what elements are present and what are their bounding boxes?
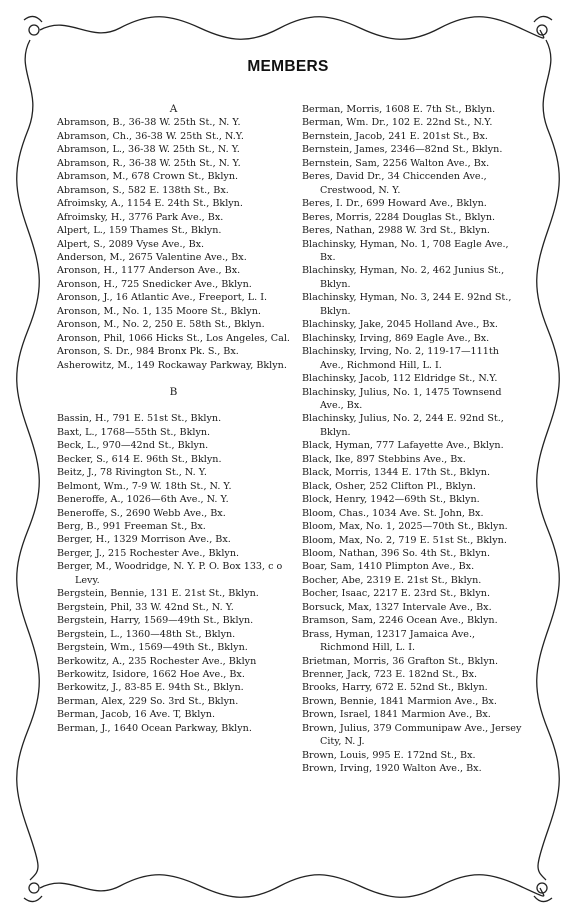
member-entry: Aronson, M., No. 1, 135 Moore St., Bklyn. xyxy=(57,305,261,317)
member-entry: Beres, I. Dr., 699 Howard Ave., Bklyn. xyxy=(302,198,487,210)
section-letter: A xyxy=(169,103,178,115)
member-entry: Berger, H., 1329 Morrison Ave., Bx. xyxy=(57,534,231,546)
member-entry: Beneroffe, S., 2690 Webb Ave., Bx. xyxy=(57,507,226,519)
member-entry: Berger, J., 215 Rochester Ave., Bklyn. xyxy=(57,547,240,559)
member-entry: Black, Osher, 252 Clifton Pl., Bklyn. xyxy=(302,480,476,492)
member-entry: Bergstein, Harry, 1569—49th St., Bklyn. xyxy=(57,615,254,627)
member-entry: Abramson, B., 36-38 W. 25th St., N. Y. xyxy=(57,117,241,129)
section-spacer xyxy=(57,372,290,385)
member-entry: Blachinsky, Julius, No. 1, 1475 Townsend Ave., Bx. xyxy=(302,386,502,411)
member-entry: Aronson, H., 725 Snedicker Ave., Bklyn. xyxy=(57,278,252,290)
member-entry: Beitz, J., 78 Rivington St., N. Y. xyxy=(57,467,207,479)
member-entry: Beres, David Dr., 34 Chiccenden Ave., Crestwood, N. Y. xyxy=(302,171,487,196)
member-entry: Afroimsky, A., 1154 E. 24th St., Bklyn. xyxy=(57,198,243,210)
member-entry: Abramson, L., 36-38 W. 25th St., N. Y. xyxy=(57,144,240,156)
member-entry: Berman, J., 1640 Ocean Parkway, Bklyn. xyxy=(57,722,252,734)
member-entry: Blachinsky, Julius, No. 2, 244 E. 92nd St., Bklyn. xyxy=(302,413,504,438)
member-entry: Brown, Louis, 995 E. 172nd St., Bx. xyxy=(302,749,476,761)
member-entry: Brietman, Morris, 36 Grafton St., Bklyn. xyxy=(302,655,498,667)
member-entry: Asherowitz, M., 149 Rockaway Parkway, Bklyn. xyxy=(57,359,287,371)
member-entry: Brown, Julius, 379 Communipaw Ave., Jersey City, N. J. xyxy=(302,722,522,748)
member-entry: Berkowitz, Isidore, 1662 Hoe Ave., Bx. xyxy=(57,669,245,680)
member-entry: Aronson, M., No. 2, 250 E. 58th St., Bklyn. xyxy=(57,319,265,331)
member-entry: Block, Henry, 1942—69th St., Bklyn. xyxy=(302,494,480,506)
member-entry: Brown, Irving, 1920 Walton Ave., Bx. xyxy=(302,763,482,775)
member-entry: Berman, Wm. Dr., 102 E. 22nd St., N.Y. xyxy=(302,117,493,129)
member-entry: Blachinsky, Jake, 2045 Holland Ave., Bx. xyxy=(302,319,498,331)
member-entry: Bernstein, Jacob, 241 E. 201st St., Bx. xyxy=(302,130,488,142)
member-entry: Aronson, Phil, 1066 Hicks St., Los Angeles, Cal. xyxy=(57,332,290,344)
member-entry: Bergstein, Bennie, 131 E. 21st St., Bklyn. xyxy=(57,588,259,600)
member-entry: Bloom, Max, No. 1, 2025—70th St., Bklyn. xyxy=(302,521,508,533)
member-entry: Brown, Bennie, 1841 Marmion Ave., Bx. xyxy=(302,695,497,707)
member-entry: Berkowitz, J., 83-85 E. 94th St., Bklyn. xyxy=(57,682,244,694)
member-entry: Belmont, Wm., 7-9 W. 18th St., N. Y. xyxy=(57,480,232,492)
member-entry: Aronson, J., 16 Atlantic Ave., Freeport, L. I. xyxy=(57,292,268,304)
member-entry: Abramson, Ch., 36-38 W. 25th St., N.Y. xyxy=(57,130,244,142)
member-entry: Aronson, S. Dr., 984 Bronx Pk. S., Bx. xyxy=(57,346,239,358)
member-entry: Bloom, Nathan, 396 So. 4th St., Bklyn. xyxy=(302,547,490,559)
member-entry: Bergstein, Wm., 1569—49th St., Bklyn. xyxy=(57,642,248,654)
member-entry: Blachinsky, Irving, No. 2, 119-17—111th Ave., Richmond Hill, L. I. xyxy=(302,346,499,371)
member-entry: Beck, L., 970—42nd St., Bklyn. xyxy=(57,440,209,452)
right-column xyxy=(302,103,524,776)
section-letter: B xyxy=(169,385,178,398)
member-entry: Bloom, Max, No. 2, 719 E. 51st St., Bklyn. xyxy=(302,534,507,546)
member-entry: Bloom, Chas., 1034 Ave. St. John, Bx. xyxy=(302,507,484,519)
member-entry: Boar, Sam, 1410 Plimpton Ave., Bx. xyxy=(302,561,475,573)
left-column xyxy=(57,103,290,735)
member-entry: Abramson, R., 36-38 W. 25th St., N. Y. xyxy=(57,157,241,169)
member-entry: Baxt, L., 1768—55th St., Bklyn. xyxy=(57,426,211,438)
member-entry: Bocher, Isaac, 2217 E. 23rd St., Bklyn. xyxy=(302,588,491,600)
member-entry: Blachinsky, Hyman, No. 3, 244 E. 92nd St., Bklyn. xyxy=(302,292,512,317)
member-entry: Bernstein, James, 2346—82nd St., Bklyn. xyxy=(302,144,503,156)
member-entry: Beres, Morris, 2284 Douglas St., Bklyn. xyxy=(302,211,496,223)
member-entry: Berman, Morris, 1608 E. 7th St., Bklyn. xyxy=(302,104,496,115)
member-entry: Bramson, Sam, 2246 Ocean Ave., Bklyn. xyxy=(302,615,498,627)
member-entry: Alpert, L., 159 Thames St., Bklyn. xyxy=(57,225,222,237)
member-entry: Bergstein, Phil, 33 W. 42nd St., N. Y. xyxy=(57,601,234,613)
member-entry: Black, Hyman, 777 Lafayette Ave., Bklyn. xyxy=(302,440,504,452)
member-entry: Bocher, Abe, 2319 E. 21st St., Bklyn. xyxy=(302,574,482,586)
member-entry: Berkowitz, A., 235 Rochester Ave., Bklyn xyxy=(57,655,257,667)
member-entry: Brown, Israel, 1841 Marmion Ave., Bx. xyxy=(302,709,491,721)
member-entry: Bassin, H., 791 E. 51st St., Bklyn. xyxy=(57,413,222,425)
member-entry: Berg, B., 991 Freeman St., Bx. xyxy=(57,521,206,533)
member-entry: Bergstein, L., 1360—48th St., Bklyn. xyxy=(57,628,236,640)
member-entry: Abramson, M., 678 Crown St., Bklyn. xyxy=(57,171,239,183)
member-entry: Brenner, Jack, 723 E. 182nd St., Bx. xyxy=(302,669,478,681)
member-entry: Afroimsky, H., 3776 Park Ave., Bx. xyxy=(57,211,224,223)
member-entry: Abramson, S., 582 E. 138th St., Bx. xyxy=(57,184,229,196)
member-entry: Blachinsky, Hyman, No. 1, 708 Eagle Ave., Bx. xyxy=(302,238,509,263)
member-entry: Blachinsky, Jacob, 112 Eldridge St., N.Y. xyxy=(302,373,498,385)
member-entry: Aronson, H., 1177 Anderson Ave., Bx. xyxy=(57,265,241,277)
member-entry: Bernstein, Sam, 2256 Walton Ave., Bx. xyxy=(302,157,490,169)
member-entry: Beneroffe, A., 1026—6th Ave., N. Y. xyxy=(57,494,229,506)
member-entry: Blachinsky, Irving, 869 Eagle Ave., Bx. xyxy=(302,332,490,344)
page-title: MEMBERS xyxy=(247,58,329,75)
member-entry: Brass, Hyman, 12317 Jamaica Ave., Richmond Hill, L. I. xyxy=(302,628,476,654)
member-entry: Black, Morris, 1344 E. 17th St., Bklyn. xyxy=(302,467,491,479)
member-entry: Blachinsky, Hyman, No. 2, 462 Junius St., Bklyn. xyxy=(302,265,505,290)
section-spacer xyxy=(57,399,290,412)
member-entry: Becker, S., 614 E. 96th St., Bklyn. xyxy=(57,453,222,465)
member-entry: Brooks, Harry, 672 E. 52nd St., Bklyn. xyxy=(302,682,488,694)
member-entry: Berman, Alex, 229 So. 3rd St., Bklyn. xyxy=(57,695,239,707)
member-entry: Beres, Nathan, 2988 W. 3rd St., Bklyn. xyxy=(302,225,490,237)
member-entry: Alpert, S., 2089 Vyse Ave., Bx. xyxy=(57,238,205,250)
member-entry: Berger, M., Woodridge, N. Y. P. O. Box 133, c o Levy. xyxy=(57,561,283,586)
member-entry: Berman, Jacob, 16 Ave. T, Bklyn. xyxy=(57,709,216,721)
member-entry: Borsuck, Max, 1327 Intervale Ave., Bx. xyxy=(302,601,492,613)
member-entry: Anderson, M., 2675 Valentine Ave., Bx. xyxy=(57,251,247,263)
member-entry: Black, Ike, 897 Stebbins Ave., Bx. xyxy=(302,453,466,465)
